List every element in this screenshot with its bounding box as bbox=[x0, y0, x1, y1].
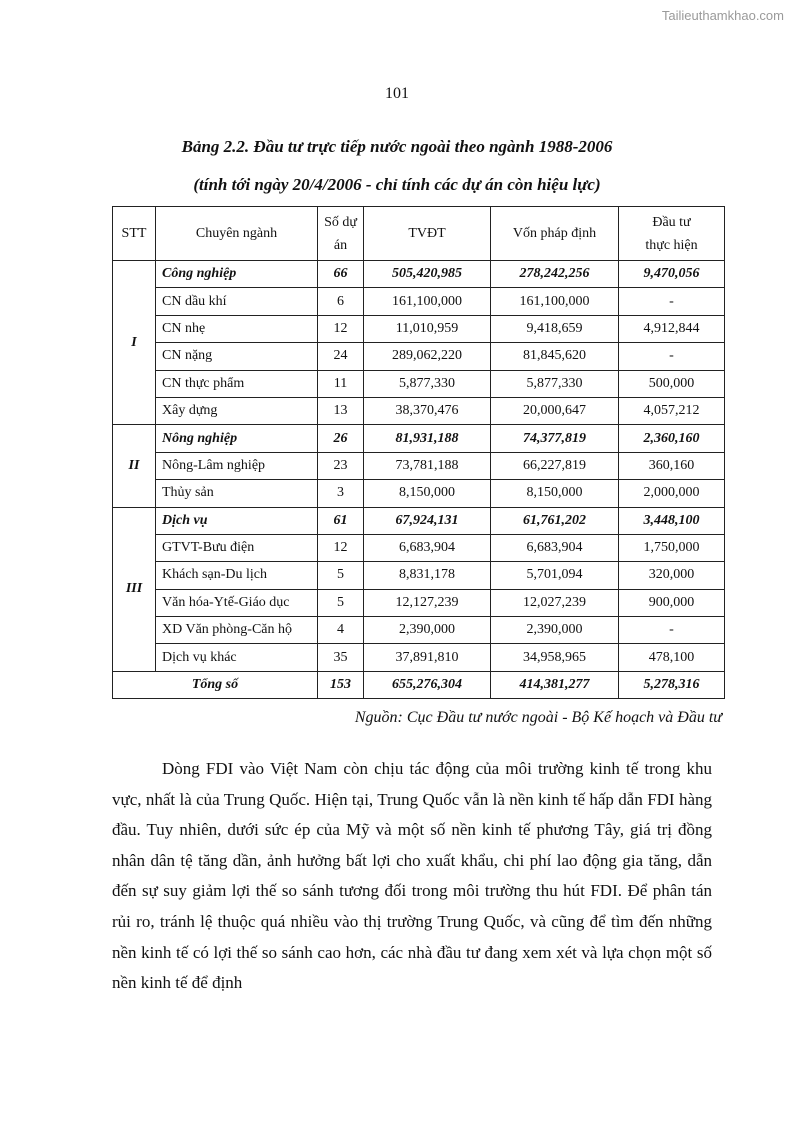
realized-cell: 5,278,316 bbox=[619, 671, 725, 698]
tvdt-cell: 67,924,131 bbox=[364, 507, 491, 534]
tvdt-cell: 8,150,000 bbox=[364, 480, 491, 507]
header-realized: Đầu tư thực hiện bbox=[619, 207, 725, 261]
body-paragraph bbox=[112, 754, 712, 999]
realized-cell: 900,000 bbox=[619, 589, 725, 616]
stt-cell: II bbox=[113, 425, 156, 507]
projects-cell: 12 bbox=[318, 534, 364, 561]
subsector-name: CN nhẹ bbox=[156, 315, 318, 342]
header-sector: Chuyên ngành bbox=[156, 207, 318, 261]
realized-cell: 3,448,100 bbox=[619, 507, 725, 534]
header-stt: STT bbox=[113, 207, 156, 261]
table-row bbox=[113, 370, 725, 397]
realized-cell: 4,912,844 bbox=[619, 315, 725, 342]
subsector-name: Khách sạn-Du lịch bbox=[156, 562, 318, 589]
table-row bbox=[113, 343, 725, 370]
projects-cell: 153 bbox=[318, 671, 364, 698]
capital-cell: 12,027,239 bbox=[491, 589, 619, 616]
sector-name: Công nghiệp bbox=[156, 261, 318, 288]
projects-cell: 26 bbox=[318, 425, 364, 452]
realized-cell: - bbox=[619, 288, 725, 315]
subsector-name: Thủy sản bbox=[156, 480, 318, 507]
capital-cell: 9,418,659 bbox=[491, 315, 619, 342]
projects-cell: 23 bbox=[318, 452, 364, 479]
projects-cell: 35 bbox=[318, 644, 364, 671]
realized-cell: 320,000 bbox=[619, 562, 725, 589]
table-row bbox=[113, 288, 725, 315]
table-row bbox=[113, 562, 725, 589]
tvdt-cell: 73,781,188 bbox=[364, 452, 491, 479]
realized-cell: 4,057,212 bbox=[619, 397, 725, 424]
capital-cell: 81,845,620 bbox=[491, 343, 619, 370]
realized-cell: 360,160 bbox=[619, 452, 725, 479]
table-row-total bbox=[113, 671, 725, 698]
projects-cell: 3 bbox=[318, 480, 364, 507]
subsector-name: Văn hóa-Ytế-Giáo dục bbox=[156, 589, 318, 616]
capital-cell: 161,100,000 bbox=[491, 288, 619, 315]
subsector-name: CN dầu khí bbox=[156, 288, 318, 315]
projects-cell: 24 bbox=[318, 343, 364, 370]
capital-cell: 5,701,094 bbox=[491, 562, 619, 589]
paragraph-text: Dòng FDI vào Việt Nam còn chịu tác động của môi trường kinh tế trong khu vực, nhất là của Trung Quốc. Hiện tại, Trung Quốc vẫn là nền kinh tế hấp dẫn FDI hàng đầu. Tuy nhiên, dưới sức ép của Mỹ và một số nền kinh tế phương Tây, giá trị đồng nhân dân tệ tăng dần, ảnh hưởng bất lợi cho xuất khẩu, chi phí lao động gia tăng, dẫn đến sự suy giảm lợi thế so sánh tương đối trong môi trường thu hút FDI. Để phân tán rủi ro, tránh lệ thuộc quá nhiều vào thị trường Trung Quốc, và cũng để tìm đến những nền kinh tế có lợi thế so sánh cao hơn, các nhà đầu tư đang xem xét và lựa chọn một số nền kinh tế để định bbox=[112, 759, 712, 993]
capital-cell: 2,390,000 bbox=[491, 617, 619, 644]
realized-cell: 9,470,056 bbox=[619, 261, 725, 288]
table-row bbox=[113, 534, 725, 561]
subsector-name: CN nặng bbox=[156, 343, 318, 370]
sector-name: Dịch vụ bbox=[156, 507, 318, 534]
subsector-name: Nông-Lâm nghiệp bbox=[156, 452, 318, 479]
table-row bbox=[113, 452, 725, 479]
table-row bbox=[113, 644, 725, 671]
table-title: Bảng 2.2. Đầu tư trực tiếp nước ngoài theo ngành 1988-2006 bbox=[181, 137, 613, 156]
capital-cell: 74,377,819 bbox=[491, 425, 619, 452]
projects-cell: 12 bbox=[318, 315, 364, 342]
table-row bbox=[113, 589, 725, 616]
header-projects: Số dự án bbox=[318, 207, 364, 261]
stt-cell: I bbox=[113, 261, 156, 425]
table-header-row bbox=[113, 207, 725, 261]
projects-cell: 61 bbox=[318, 507, 364, 534]
table-row-sector bbox=[113, 261, 725, 288]
capital-cell: 414,381,277 bbox=[491, 671, 619, 698]
projects-cell: 66 bbox=[318, 261, 364, 288]
tvdt-cell: 161,100,000 bbox=[364, 288, 491, 315]
sector-name: Nông nghiệp bbox=[156, 425, 318, 452]
subsector-name: GTVT-Bưu điện bbox=[156, 534, 318, 561]
fdi-table bbox=[112, 206, 725, 699]
tvdt-cell: 505,420,985 bbox=[364, 261, 491, 288]
watermark: Tailieuthamkhao.com bbox=[661, 8, 784, 23]
subsector-name: XD Văn phòng-Căn hộ bbox=[156, 617, 318, 644]
subsector-name: Xây dựng bbox=[156, 397, 318, 424]
tvdt-cell: 81,931,188 bbox=[364, 425, 491, 452]
realized-cell: 2,360,160 bbox=[619, 425, 725, 452]
subsector-name: Dịch vụ khác bbox=[156, 644, 318, 671]
realized-cell: - bbox=[619, 343, 725, 370]
capital-cell: 278,242,256 bbox=[491, 261, 619, 288]
tvdt-cell: 8,831,178 bbox=[364, 562, 491, 589]
projects-cell: 4 bbox=[318, 617, 364, 644]
tvdt-cell: 2,390,000 bbox=[364, 617, 491, 644]
source-note: Nguồn: Cục Đầu tư nước ngoài - Bộ Kế hoạch và Đầu tư bbox=[354, 709, 722, 726]
tvdt-cell: 12,127,239 bbox=[364, 589, 491, 616]
stt-cell: III bbox=[113, 507, 156, 671]
realized-cell: 500,000 bbox=[619, 370, 725, 397]
projects-cell: 11 bbox=[318, 370, 364, 397]
header-capital: Vốn pháp định bbox=[491, 207, 619, 261]
tvdt-cell: 5,877,330 bbox=[364, 370, 491, 397]
projects-cell: 5 bbox=[318, 562, 364, 589]
table-subtitle: (tính tới ngày 20/4/2006 - chỉ tính các dự án còn hiệu lực) bbox=[193, 175, 601, 194]
capital-cell: 5,877,330 bbox=[491, 370, 619, 397]
capital-cell: 61,761,202 bbox=[491, 507, 619, 534]
projects-cell: 6 bbox=[318, 288, 364, 315]
capital-cell: 8,150,000 bbox=[491, 480, 619, 507]
tvdt-cell: 37,891,810 bbox=[364, 644, 491, 671]
capital-cell: 66,227,819 bbox=[491, 452, 619, 479]
total-label: Tổng số bbox=[113, 671, 318, 698]
projects-cell: 13 bbox=[318, 397, 364, 424]
realized-cell: 2,000,000 bbox=[619, 480, 725, 507]
tvdt-cell: 11,010,959 bbox=[364, 315, 491, 342]
tvdt-cell: 289,062,220 bbox=[364, 343, 491, 370]
table-row-sector bbox=[113, 425, 725, 452]
capital-cell: 6,683,904 bbox=[491, 534, 619, 561]
tvdt-cell: 38,370,476 bbox=[364, 397, 491, 424]
realized-cell: 478,100 bbox=[619, 644, 725, 671]
realized-cell: 1,750,000 bbox=[619, 534, 725, 561]
capital-cell: 34,958,965 bbox=[491, 644, 619, 671]
projects-cell: 5 bbox=[318, 589, 364, 616]
realized-cell: - bbox=[619, 617, 725, 644]
table-row bbox=[113, 397, 725, 424]
table-row bbox=[113, 617, 725, 644]
header-tvdt: TVĐT bbox=[364, 207, 491, 261]
table-row bbox=[113, 480, 725, 507]
tvdt-cell: 655,276,304 bbox=[364, 671, 491, 698]
capital-cell: 20,000,647 bbox=[491, 397, 619, 424]
subsector-name: CN thực phẩm bbox=[156, 370, 318, 397]
page-number: 101 bbox=[385, 85, 409, 102]
table-row bbox=[113, 315, 725, 342]
tvdt-cell: 6,683,904 bbox=[364, 534, 491, 561]
table-row-sector bbox=[113, 507, 725, 534]
